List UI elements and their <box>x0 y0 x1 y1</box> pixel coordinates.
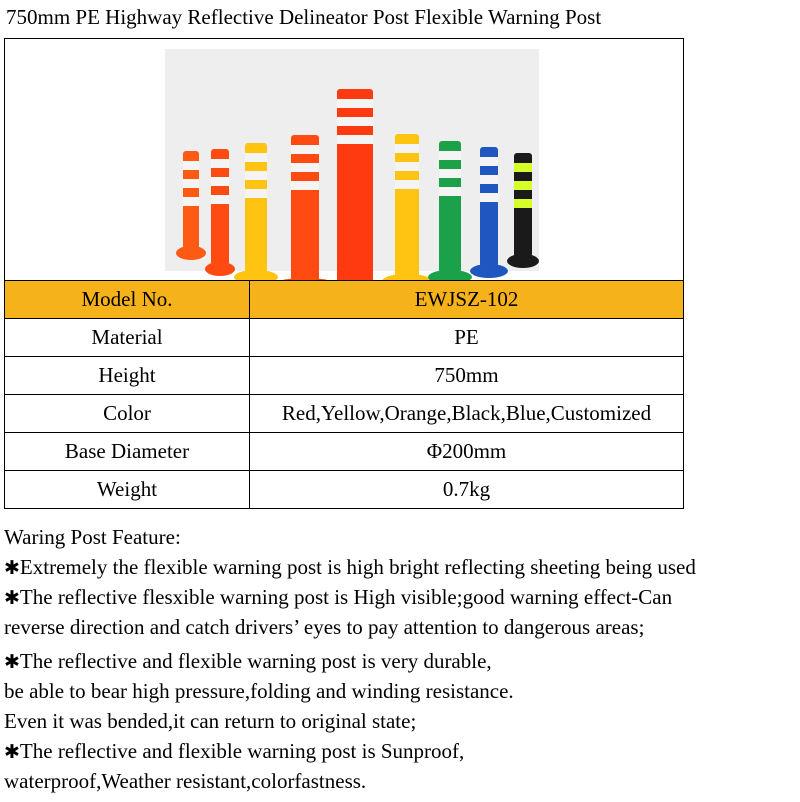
reflective-band <box>514 163 532 172</box>
features-section <box>4 522 800 796</box>
feature-item <box>4 582 800 612</box>
spec-value: PE <box>250 319 684 357</box>
reflective-band <box>211 177 229 186</box>
asterisk-bullet-icon: ✱ <box>4 651 20 673</box>
page-title: 750mm PE Highway Reflective Delineator Post Flexible Warning Post <box>6 5 602 29</box>
feature-item <box>4 736 800 766</box>
spec-table <box>4 280 684 509</box>
reflective-band <box>514 199 532 208</box>
reflective-band <box>245 189 267 198</box>
spec-header-value: EWJSZ-102 <box>250 281 684 319</box>
feature-text-continued: waterproof,Weather resistant,colorfastness. <box>4 769 367 793</box>
spec-value: Red,Yellow,Orange,Black,Blue,Customized <box>250 395 684 433</box>
spec-label: Material <box>5 319 250 357</box>
reflective-band <box>395 180 419 189</box>
reflective-band <box>337 117 373 126</box>
reflective-band <box>291 181 319 190</box>
spec-label: Color <box>5 395 250 433</box>
feature-text: The reflective flesxible warning post is High visible;good warning effect-Can <box>19 585 673 609</box>
reflective-band <box>395 144 419 153</box>
feature-text-continued: Even it was bended,it can return to original state; <box>4 709 417 733</box>
reflective-band <box>337 135 373 144</box>
feature-item <box>4 646 800 676</box>
reflective-band <box>439 151 461 160</box>
product-photo-frame <box>4 38 684 281</box>
reflective-band <box>183 161 199 170</box>
reflective-band <box>337 99 373 108</box>
reflective-band <box>245 153 267 162</box>
post-body <box>395 134 419 277</box>
feature-text: Extremely the flexible warning post is high bright reflecting sheeting being used <box>19 555 696 579</box>
post-body <box>245 143 267 273</box>
spec-label: Base Diameter <box>5 433 250 471</box>
reflective-band <box>183 179 199 188</box>
reflective-band <box>211 195 229 204</box>
post-body <box>291 135 319 281</box>
reflective-band <box>480 157 498 166</box>
spec-row <box>5 395 684 433</box>
post-body <box>439 141 461 273</box>
spec-row <box>5 433 684 471</box>
asterisk-bullet-icon: ✱ <box>4 741 20 763</box>
feature-item <box>4 552 800 582</box>
asterisk-bullet-icon: ✱ <box>4 587 20 609</box>
reflective-band <box>439 187 461 196</box>
spec-value: 750mm <box>250 357 684 395</box>
asterisk-bullet-icon: ✱ <box>4 557 20 579</box>
reflective-band <box>211 159 229 168</box>
spec-label: Height <box>5 357 250 395</box>
reflective-band <box>183 197 199 206</box>
reflective-band <box>480 193 498 202</box>
spec-header-row <box>5 281 684 319</box>
spec-value: Φ200mm <box>250 433 684 471</box>
reflective-band <box>480 175 498 184</box>
spec-row <box>5 357 684 395</box>
feature-text: The reflective and flexible warning post is very durable, <box>19 649 492 673</box>
features-heading: Waring Post Feature: <box>4 525 181 549</box>
spec-header-label: Model No. <box>5 281 250 319</box>
reflective-band <box>291 163 319 172</box>
reflective-band <box>395 162 419 171</box>
reflective-band <box>245 171 267 180</box>
reflective-band <box>514 181 532 190</box>
spec-label: Weight <box>5 471 250 509</box>
reflective-band <box>439 169 461 178</box>
spec-row <box>5 471 684 509</box>
reflective-band <box>291 145 319 154</box>
feature-text-continued: reverse direction and catch drivers’ eyes to pay attention to dangerous areas; <box>4 615 645 639</box>
spec-value: 0.7kg <box>250 471 684 509</box>
feature-text: The reflective and flexible warning post is Sunproof, <box>19 739 465 763</box>
spec-row <box>5 319 684 357</box>
feature-text-continued: be able to bear high pressure,folding and winding resistance. <box>4 679 514 703</box>
warning-posts-photo-icon <box>5 39 683 281</box>
